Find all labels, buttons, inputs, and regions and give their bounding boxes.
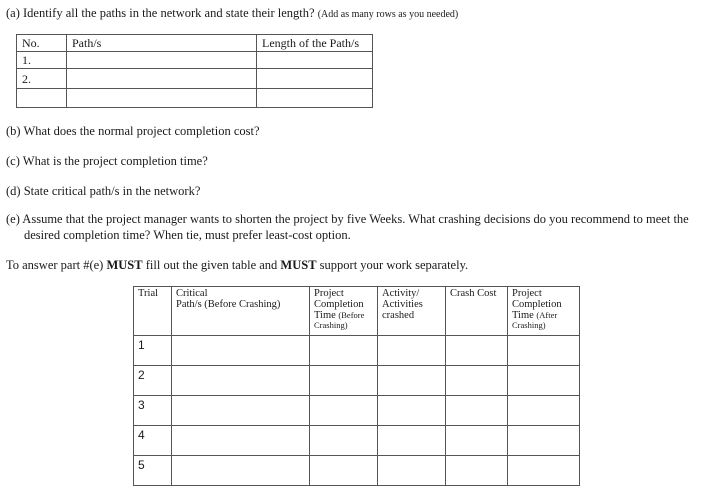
trial-number: 2 — [134, 366, 172, 396]
completion-before-cell[interactable] — [310, 426, 378, 456]
question-a — [6, 6, 458, 21]
header-activities-crashed — [378, 287, 446, 336]
header-critical-line1: Critical — [176, 288, 208, 299]
path-cell[interactable] — [67, 89, 257, 108]
instruction — [6, 258, 468, 273]
crash-cost-cell[interactable] — [446, 336, 508, 366]
crash-cost-cell[interactable] — [446, 456, 508, 486]
header-activity-line1: Activity/ — [382, 288, 420, 299]
critical-path-cell[interactable] — [172, 426, 310, 456]
header-before-line3: Time — [314, 310, 336, 321]
crashing-table-header — [134, 287, 580, 336]
critical-path-cell[interactable] — [172, 396, 310, 426]
completion-before-cell[interactable] — [310, 396, 378, 426]
paths-table-header — [17, 35, 373, 52]
critical-path-cell[interactable] — [172, 456, 310, 486]
header-after-line1: Project — [512, 288, 542, 299]
crash-cost-cell[interactable] — [446, 396, 508, 426]
header-after-line2: Completion — [512, 299, 562, 310]
instruction-suffix: support your work separately. — [316, 258, 469, 272]
completion-after-cell[interactable] — [508, 336, 580, 366]
length-cell[interactable] — [257, 52, 373, 69]
completion-before-cell[interactable] — [310, 336, 378, 366]
table-row — [134, 456, 580, 486]
question-e-line2: desired completion time? When tie, must prefer least-cost option. — [24, 228, 351, 242]
row-number[interactable] — [17, 89, 67, 108]
header-before-sub2: Crashing) — [314, 320, 348, 330]
trial-number: 5 — [134, 456, 172, 486]
row-number[interactable]: 2. — [17, 69, 67, 89]
header-trial: Trial — [134, 287, 172, 336]
header-critical-paths — [172, 287, 310, 336]
activities-cell[interactable] — [378, 366, 446, 396]
crash-cost-cell[interactable] — [446, 366, 508, 396]
instruction-prefix: To answer part #(e) — [6, 258, 107, 272]
completion-after-cell[interactable] — [508, 366, 580, 396]
trial-number: 4 — [134, 426, 172, 456]
question-b: (b) What does the normal project completion cost? — [6, 124, 260, 138]
table-row — [134, 426, 580, 456]
length-cell[interactable] — [257, 69, 373, 89]
trial-number: 3 — [134, 396, 172, 426]
crashing-table — [133, 286, 580, 486]
header-completion-before — [310, 287, 378, 336]
header-after-sub1: (After — [536, 310, 558, 320]
table-row — [17, 69, 373, 89]
header-no: No. — [17, 35, 67, 52]
header-before-line2: Completion — [314, 299, 364, 310]
table-row — [17, 52, 373, 69]
completion-after-cell[interactable] — [508, 396, 580, 426]
instruction-must-2: MUST — [280, 258, 317, 272]
length-cell[interactable] — [257, 89, 373, 108]
header-before-sub1: (Before — [338, 310, 365, 320]
activities-cell[interactable] — [378, 426, 446, 456]
header-activity-line2: Activities — [382, 299, 423, 310]
question-d: (d) State critical path/s in the network? — [6, 184, 201, 198]
header-completion-after — [508, 287, 580, 336]
instruction-mid: fill out the given table and — [142, 258, 281, 272]
table-row — [134, 366, 580, 396]
completion-before-cell[interactable] — [310, 366, 378, 396]
table-row — [17, 89, 373, 108]
completion-after-cell[interactable] — [508, 456, 580, 486]
header-length: Length of the Path/s — [257, 35, 373, 52]
path-cell[interactable] — [67, 52, 257, 69]
row-number[interactable]: 1. — [17, 52, 67, 69]
activities-cell[interactable] — [378, 456, 446, 486]
header-after-line3: Time — [512, 310, 534, 321]
question-a-note: (Add as many rows as you needed) — [317, 9, 459, 20]
question-c: (c) What is the project completion time? — [6, 154, 208, 168]
header-after-sub2: Crashing) — [512, 320, 546, 330]
question-a-label: (a) — [6, 6, 20, 20]
path-cell[interactable] — [67, 69, 257, 89]
activities-cell[interactable] — [378, 396, 446, 426]
instruction-must-1: MUST — [106, 258, 143, 272]
trial-number: 1 — [134, 336, 172, 366]
paths-table — [16, 34, 373, 108]
completion-before-cell[interactable] — [310, 456, 378, 486]
header-crash-cost: Crash Cost — [446, 287, 508, 336]
question-a-text: Identify all the paths in the network and state their length? — [23, 6, 315, 20]
critical-path-cell[interactable] — [172, 366, 310, 396]
header-activity-line3: crashed — [382, 310, 415, 321]
header-paths: Path/s — [67, 35, 257, 52]
table-row — [134, 336, 580, 366]
critical-path-cell[interactable] — [172, 336, 310, 366]
activities-cell[interactable] — [378, 336, 446, 366]
header-critical-line2: Path/s (Before Crashing) — [176, 299, 281, 310]
table-row — [134, 396, 580, 426]
completion-after-cell[interactable] — [508, 426, 580, 456]
header-before-line1: Project — [314, 288, 344, 299]
crash-cost-cell[interactable] — [446, 426, 508, 456]
question-e-line1: (e) Assume that the project manager wants to shorten the project by five Weeks. What crashing decisions do you recommend to meet the — [6, 212, 689, 226]
